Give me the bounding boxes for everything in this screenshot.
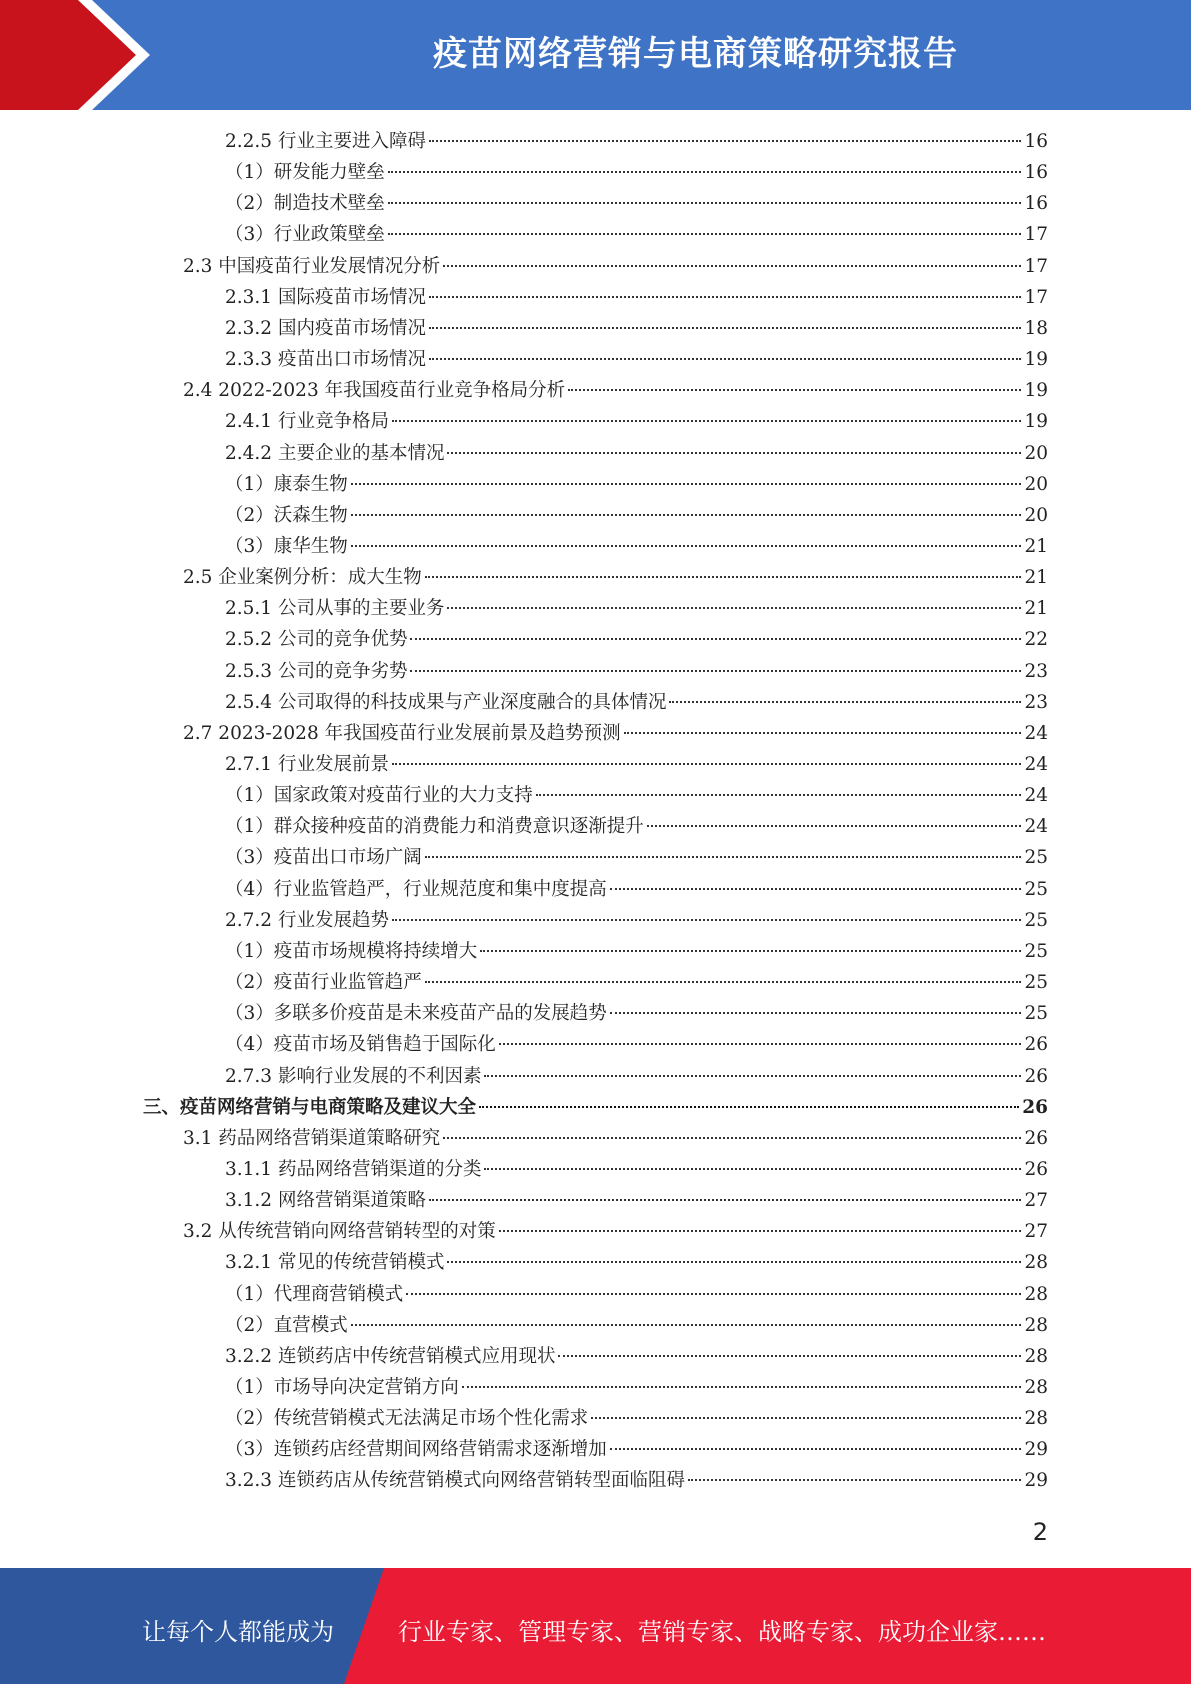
toc-entry-page: 16 bbox=[1024, 162, 1048, 184]
toc-dot-leader bbox=[484, 1168, 1021, 1170]
toc-entry-title: 2.4.2 主要企业的基本情况 bbox=[225, 442, 445, 464]
toc-entry-page: 23 bbox=[1024, 660, 1048, 682]
toc-entry[interactable] bbox=[225, 1373, 1048, 1403]
toc-dot-leader bbox=[425, 856, 1022, 858]
toc-entry-title: 2.3.1 国际疫苗市场情况 bbox=[225, 286, 426, 308]
toc-entry[interactable] bbox=[183, 1217, 1048, 1247]
toc-dot-leader bbox=[484, 1075, 1021, 1077]
toc-entry-title: （1）康泰生物 bbox=[225, 473, 348, 495]
toc-entry[interactable] bbox=[225, 999, 1048, 1029]
toc-entry-page: 17 bbox=[1024, 286, 1048, 308]
toc-entry-title: （2）疫苗行业监管趋严 bbox=[225, 972, 422, 994]
toc-entry-title: 2.5 企业案例分析：成大生物 bbox=[183, 567, 422, 589]
toc-entry[interactable] bbox=[225, 657, 1048, 687]
toc-dot-leader bbox=[429, 327, 1021, 329]
toc-entry[interactable] bbox=[225, 127, 1048, 157]
toc-entry-title: 2.7.2 行业发展趋势 bbox=[225, 909, 389, 931]
toc-dot-leader bbox=[462, 1386, 1022, 1388]
toc-entry-page: 16 bbox=[1024, 131, 1048, 152]
toc-entry-page: 26 bbox=[1024, 1065, 1048, 1087]
toc-entry-title: 3.1 药品网络营销渠道策略研究 bbox=[183, 1127, 441, 1149]
toc-entry-page: 18 bbox=[1024, 317, 1048, 339]
toc-entry[interactable] bbox=[225, 625, 1048, 655]
toc-entry[interactable] bbox=[225, 1466, 1048, 1496]
toc-entry-page: 25 bbox=[1024, 940, 1048, 962]
toc-entry[interactable] bbox=[183, 1124, 1048, 1154]
toc-dot-leader bbox=[351, 545, 1022, 547]
toc-entry[interactable] bbox=[225, 345, 1048, 375]
toc-entry-title: 2.5.2 公司的竞争优势 bbox=[225, 629, 408, 651]
toc-entry-page: 16 bbox=[1024, 193, 1048, 215]
toc-entry-page: 25 bbox=[1024, 909, 1048, 931]
toc-dot-leader bbox=[351, 514, 1022, 516]
toc-entry[interactable] bbox=[225, 1030, 1048, 1060]
toc-entry-title: （2）直营模式 bbox=[225, 1314, 348, 1336]
toc-dot-leader bbox=[351, 483, 1022, 485]
toc-entry-title: （2）沃森生物 bbox=[225, 504, 348, 526]
toc-entry-title: 2.4.1 行业竞争格局 bbox=[225, 411, 389, 433]
toc-dot-leader bbox=[447, 1261, 1021, 1263]
toc-entry-page: 25 bbox=[1024, 878, 1048, 900]
toc-entry[interactable] bbox=[143, 1093, 1048, 1123]
toc-dot-leader bbox=[610, 1448, 1022, 1450]
toc-entry[interactable] bbox=[225, 158, 1048, 188]
toc-entry[interactable] bbox=[225, 875, 1048, 905]
toc-entry-page: 20 bbox=[1024, 442, 1048, 464]
toc-entry[interactable] bbox=[225, 1062, 1048, 1092]
toc-dot-leader bbox=[392, 420, 1021, 422]
toc-entry-page: 26 bbox=[1022, 1096, 1048, 1118]
toc-dot-leader bbox=[610, 1012, 1022, 1014]
toc-entry-page: 19 bbox=[1024, 380, 1048, 402]
toc-entry[interactable] bbox=[225, 781, 1048, 811]
toc-entry-page: 28 bbox=[1024, 1377, 1048, 1398]
toc-entry-title: 2.4 2022-2023 年我国疫苗行业竞争格局分析 bbox=[183, 380, 566, 402]
toc-dot-leader bbox=[429, 296, 1021, 298]
toc-entry-title: 3.1.1 药品网络营销渠道的分类 bbox=[225, 1158, 482, 1180]
toc-entry-title: 2.5.1 公司从事的主要业务 bbox=[225, 598, 445, 620]
toc-entry-title: 三、疫苗网络营销与电商策略及建议大全 bbox=[143, 1096, 477, 1118]
toc-entry-page: 26 bbox=[1024, 1127, 1048, 1149]
toc-entry-title: 2.7.3 影响行业发展的不利因素 bbox=[225, 1065, 482, 1087]
toc-entry-page: 21 bbox=[1024, 535, 1048, 557]
toc-entry[interactable] bbox=[225, 1342, 1048, 1372]
footer-banner bbox=[0, 1568, 1191, 1684]
toc-dot-leader bbox=[392, 919, 1021, 921]
toc-entry-title: （2）制造技术壁垒 bbox=[225, 193, 385, 215]
toc-entry-page: 28 bbox=[1024, 1345, 1048, 1367]
toc-entry-title: （1）市场导向决定营销方向 bbox=[225, 1377, 459, 1398]
toc-entry-page: 25 bbox=[1024, 1003, 1048, 1025]
toc-entry-page: 21 bbox=[1024, 598, 1048, 620]
toc-dot-leader bbox=[429, 358, 1021, 360]
toc-entry[interactable] bbox=[183, 376, 1048, 406]
toc-entry-page: 19 bbox=[1024, 349, 1048, 371]
toc-entry-page: 28 bbox=[1024, 1408, 1048, 1430]
toc-entry-page: 26 bbox=[1024, 1034, 1048, 1056]
toc-entry[interactable] bbox=[225, 470, 1048, 500]
toc-entry[interactable] bbox=[183, 563, 1048, 593]
toc-entry[interactable] bbox=[225, 750, 1048, 780]
toc-entry-title: 3.2 从传统营销向网络营销转型的对策 bbox=[183, 1221, 496, 1243]
toc-entry-page: 25 bbox=[1024, 972, 1048, 994]
toc-dot-leader bbox=[425, 576, 1022, 578]
toc-entry-title: 2.3.2 国内疫苗市场情况 bbox=[225, 317, 426, 339]
toc-entry-page: 28 bbox=[1024, 1314, 1048, 1336]
toc-entry[interactable] bbox=[225, 1311, 1048, 1341]
toc-dot-leader bbox=[429, 140, 1021, 142]
toc-dot-leader bbox=[429, 1199, 1021, 1201]
toc-entry-title: （3）连锁药店经营期间网络营销需求逐渐增加 bbox=[225, 1439, 607, 1461]
toc-entry-title: （3）康华生物 bbox=[225, 535, 348, 557]
toc-dot-leader bbox=[425, 981, 1022, 983]
toc-dot-leader bbox=[499, 1043, 1022, 1045]
toc-entry-title: 2.5.3 公司的竞争劣势 bbox=[225, 660, 408, 682]
toc-entry-title: 2.3 中国疫苗行业发展情况分析 bbox=[183, 255, 441, 277]
toc-dot-leader bbox=[443, 265, 1021, 267]
toc-entry-page: 17 bbox=[1024, 224, 1048, 246]
toc-entry[interactable] bbox=[225, 843, 1048, 873]
toc-dot-leader bbox=[591, 1417, 1021, 1419]
toc-entry[interactable] bbox=[225, 937, 1048, 967]
toc-entry-page: 24 bbox=[1024, 754, 1048, 775]
toc-entry[interactable] bbox=[225, 1186, 1048, 1216]
toc-dot-leader bbox=[443, 1137, 1021, 1139]
toc-entry-title: 2.3.3 疫苗出口市场情况 bbox=[225, 349, 426, 371]
toc-dot-leader bbox=[388, 171, 1022, 173]
toc-entry-title: （1）代理商营销模式 bbox=[225, 1283, 404, 1305]
header-banner bbox=[0, 0, 1191, 110]
toc-entry-page: 22 bbox=[1024, 629, 1048, 651]
toc-entry[interactable] bbox=[225, 220, 1048, 250]
toc-entry[interactable] bbox=[225, 407, 1048, 437]
toc-entry[interactable] bbox=[225, 532, 1048, 562]
toc-entry-page: 29 bbox=[1024, 1470, 1048, 1492]
toc-dot-leader bbox=[447, 452, 1021, 454]
toc-dot-leader bbox=[536, 794, 1022, 796]
toc-dot-leader bbox=[610, 888, 1022, 890]
toc-dot-leader bbox=[392, 763, 1021, 765]
toc-dot-leader bbox=[388, 202, 1022, 204]
toc-dot-leader bbox=[410, 670, 1021, 672]
document-title: 疫苗网络营销与电商策略研究报告 bbox=[433, 34, 958, 74]
toc-entry-title: 2.2.5 行业主要进入障碍 bbox=[225, 131, 426, 152]
toc-dot-leader bbox=[388, 233, 1022, 235]
toc-entry[interactable] bbox=[225, 283, 1048, 313]
toc-entry[interactable] bbox=[225, 688, 1048, 718]
page-number: 2 bbox=[1032, 1518, 1048, 1546]
toc-entry-page: 24 bbox=[1024, 816, 1048, 838]
toc-entry-title: （4）疫苗市场及销售趋于国际化 bbox=[225, 1034, 496, 1056]
toc-entry-title: （3）疫苗出口市场广阔 bbox=[225, 847, 422, 869]
toc-entry-title: （4）行业监管趋严，行业规范度和集中度提高 bbox=[225, 878, 607, 900]
toc-entry-title: 2.7 2023-2028 年我国疫苗行业发展前景及趋势预测 bbox=[183, 722, 621, 744]
toc-dot-leader bbox=[479, 1106, 1019, 1108]
toc-entry-page: 24 bbox=[1024, 785, 1048, 807]
toc-dot-leader bbox=[688, 1479, 1021, 1481]
toc-dot-leader bbox=[624, 732, 1022, 734]
toc-entry-page: 17 bbox=[1024, 255, 1048, 277]
toc-entry[interactable] bbox=[225, 1280, 1048, 1310]
toc-entry-title: （1）疫苗市场规模将持续增大 bbox=[225, 940, 478, 962]
toc-dot-leader bbox=[558, 1355, 1021, 1357]
toc-entry-title: （3）行业政策壁垒 bbox=[225, 224, 385, 246]
toc-entry-title: （3）多联多价疫苗是未来疫苗产品的发展趋势 bbox=[225, 1003, 607, 1025]
toc-dot-leader bbox=[499, 1230, 1022, 1232]
toc-dot-leader bbox=[351, 1324, 1022, 1326]
toc-entry-page: 23 bbox=[1024, 691, 1048, 713]
toc-entry-page: 19 bbox=[1024, 411, 1048, 433]
footer-slogan-left: 让每个人都能成为 bbox=[142, 1618, 334, 1646]
toc-entry[interactable] bbox=[225, 501, 1048, 531]
toc-dot-leader bbox=[669, 701, 1021, 703]
toc-entry-title: 3.1.2 网络营销渠道策略 bbox=[225, 1190, 426, 1212]
toc-entry-page: 20 bbox=[1024, 504, 1048, 526]
toc-entry[interactable] bbox=[225, 812, 1048, 842]
toc-dot-leader bbox=[480, 950, 1021, 952]
toc-entry-title: （2）传统营销模式无法满足市场个性化需求 bbox=[225, 1408, 589, 1430]
toc-entry-title: 2.5.4 公司取得的科技成果与产业深度融合的具体情况 bbox=[225, 691, 667, 713]
toc-entry[interactable] bbox=[225, 906, 1048, 936]
toc-entry[interactable] bbox=[183, 252, 1048, 282]
toc-entry-page: 28 bbox=[1024, 1252, 1048, 1274]
toc-entry-page: 26 bbox=[1024, 1158, 1048, 1180]
toc-entry[interactable] bbox=[225, 1155, 1048, 1185]
toc-entry[interactable] bbox=[225, 439, 1048, 469]
toc-entry-title: 3.2.2 连锁药店中传统营销模式应用现状 bbox=[225, 1345, 556, 1367]
toc-dot-leader bbox=[447, 607, 1021, 609]
toc-entry-title: 3.2.3 连锁药店从传统营销模式向网络营销转型面临阻碍 bbox=[225, 1470, 685, 1492]
toc-dot-leader bbox=[410, 638, 1021, 640]
toc-dot-leader bbox=[406, 1293, 1021, 1295]
toc-entry-page: 28 bbox=[1024, 1283, 1048, 1305]
toc-entry[interactable] bbox=[225, 189, 1048, 219]
toc-entry[interactable] bbox=[225, 1404, 1048, 1434]
footer-slogan-right: 行业专家、管理专家、营销专家、战略专家、成功企业家…… bbox=[398, 1618, 1046, 1646]
toc-entry[interactable] bbox=[225, 594, 1048, 624]
toc-entry-page: 27 bbox=[1024, 1190, 1048, 1212]
toc-entry[interactable] bbox=[183, 719, 1048, 749]
toc-entry[interactable] bbox=[225, 968, 1048, 998]
toc-entry[interactable] bbox=[225, 314, 1048, 344]
toc-entry-title: （1）群众接种疫苗的消费能力和消费意识逐渐提升 bbox=[225, 816, 644, 838]
toc-entry[interactable] bbox=[225, 1248, 1048, 1278]
toc-entry-page: 27 bbox=[1024, 1221, 1048, 1243]
toc-entry[interactable] bbox=[225, 1435, 1048, 1465]
toc-entry-title: （1）国家政策对疫苗行业的大力支持 bbox=[225, 785, 533, 807]
toc-entry-title: 3.2.1 常见的传统营销模式 bbox=[225, 1252, 445, 1274]
toc-dot-leader bbox=[647, 825, 1022, 827]
toc-entry-page: 20 bbox=[1024, 473, 1048, 495]
toc-entry-page: 24 bbox=[1024, 722, 1048, 744]
toc-entry-page: 29 bbox=[1024, 1439, 1048, 1461]
toc-entry-title: （1）研发能力壁垒 bbox=[225, 162, 385, 184]
toc-dot-leader bbox=[568, 389, 1021, 391]
toc-entry-page: 21 bbox=[1024, 567, 1048, 589]
toc-entry-title: 2.7.1 行业发展前景 bbox=[225, 754, 389, 775]
toc-entry-page: 25 bbox=[1024, 847, 1048, 869]
